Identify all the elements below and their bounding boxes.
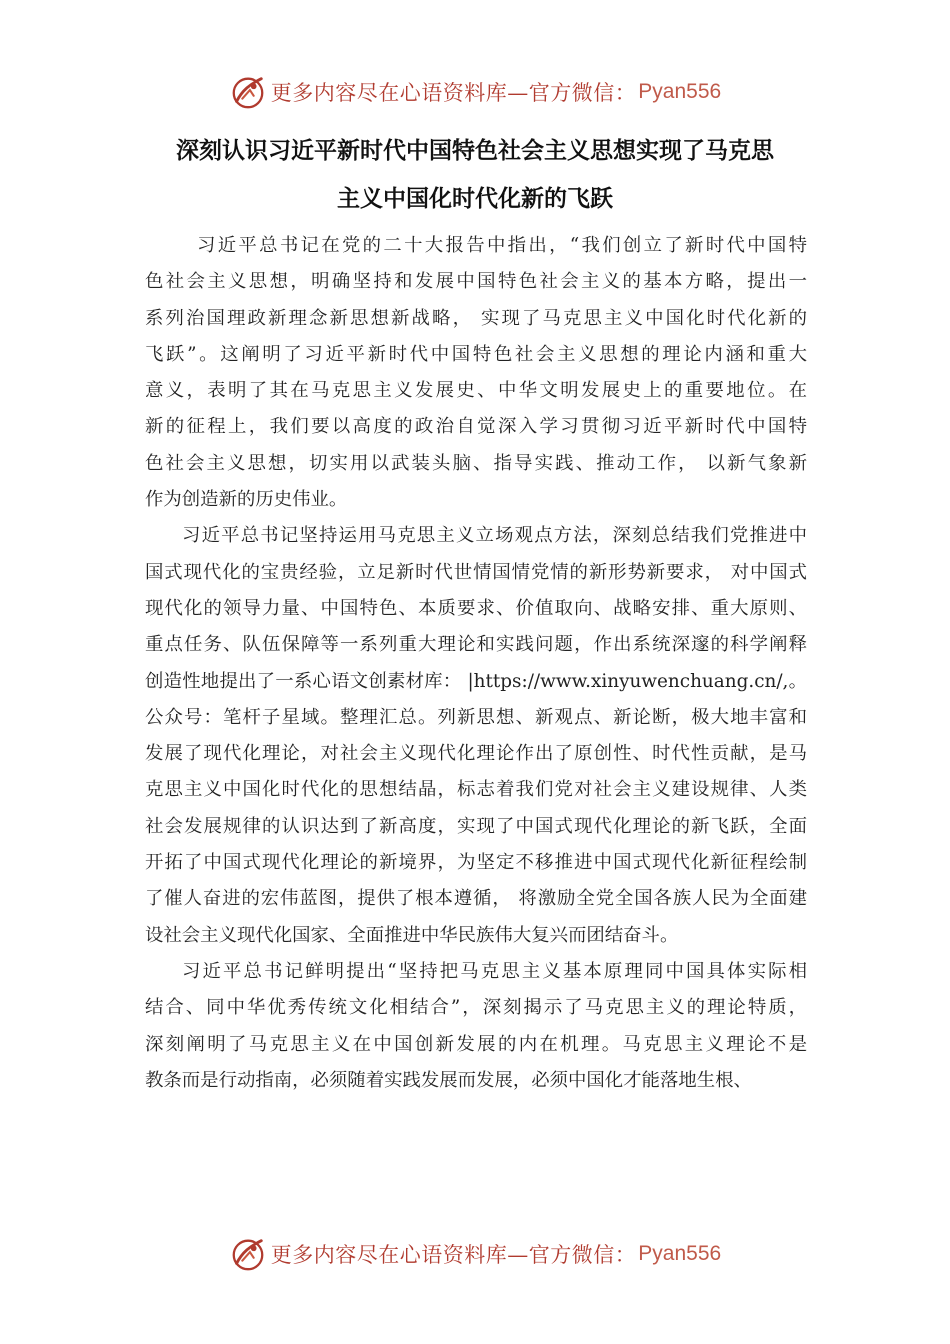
paragraph-line: 了催人奋进的宏伟蓝图，提供了根本遵循， 将激励全党全国各族人民为全面建 [145, 888, 807, 910]
paragraph-line: 习近平总书记在党的二十大报告中指出，“我们创立了新时代中国特 [197, 235, 807, 256]
footer-banner-text: 更多内容尽在心语资料库—官方微信： [270, 1243, 637, 1267]
paragraph-3 [145, 954, 807, 1099]
paragraph-2 [145, 518, 807, 954]
paragraph-line: 创造性地提出了一系心语文创素材库： |https://www.xinyuwenchuang.cn/,。 [145, 670, 807, 692]
footer-banner-wechat-id: Pyan556 [638, 1242, 722, 1265]
paragraph-line: 社会发展规律的认识达到了新高度，实现了中国式现代化理论的新飞跃，全面 [145, 815, 807, 837]
brand-logo-icon [229, 73, 267, 111]
paragraph-line: 意义，表明了其在马克思主义发展史、中华文明发展史上的重要地位。在 [145, 380, 807, 402]
paragraph-line: 重点任务、队伍保障等一系列重大理论和实践问题，作出系统深邃的科学阐释 [145, 634, 807, 656]
paragraph-line: 现代化的领导力量、中国特色、本质要求、价值取向、战略安排、重大原则、 [145, 597, 807, 619]
paragraph-line: 深刻阐明了马克思主义在中国创新发展的内在机理。马克思主义理论不是 [145, 1033, 807, 1055]
paragraph-line: 国式现代化的宝贵经验，立足新时代世情国情党情的新形势新要求， 对中国式 [145, 561, 807, 583]
paragraph-line: 教条而是行动指南，必须随着实践发展而发展，必须中国化才能落地生根、 [145, 1069, 752, 1091]
paragraph-line: 公众号：笔杆子星域。整理汇总。列新思想、新观点、新论断，极大地丰富和 [145, 706, 807, 728]
footer-banner [0, 1232, 950, 1276]
header-banner-wechat-id: Pyan556 [638, 80, 722, 103]
document-title-line-2: 主义中国化时代化新的飞跃 [337, 186, 613, 212]
brand-logo-icon [229, 1235, 267, 1273]
paragraph-line: 习近平总书记坚持运用马克思主义立场观点方法，深刻总结我们党推进中 [182, 525, 807, 547]
document-title-line-1: 深刻认识习近平新时代中国特色社会主义思想实现了马克思 [176, 138, 774, 164]
paragraph-line: 新的征程上，我们要以高度的政治自觉深入学习贯彻习近平新时代中国特 [145, 416, 807, 438]
paragraph-line: 开拓了中国式现代化理论的新境界，为坚定不移推进中国式现代化新征程绘制 [145, 852, 807, 874]
paragraph-line: 设社会主义现代化国家、全面推进中华民族伟大复兴而团结奋斗。 [145, 924, 679, 946]
paragraph-line: 色社会主义思想，切实用以武装头脑、指导实践、推动工作， 以新气象新 [145, 452, 807, 474]
paragraph-line: 克思主义中国化时代化的思想结晶，标志着我们党对社会主义建设规律、人类 [145, 779, 807, 801]
paragraph-line: 习近平总书记鲜明提出“坚持把马克思主义基本原理同中国具体实际相 [182, 960, 807, 982]
paragraph-line: 发展了现代化理论，对社会主义现代化理论作出了原创性、时代性贡献，是马 [145, 743, 807, 765]
paragraph-1 [145, 228, 807, 518]
paragraph-line: 飞跃”。这阐明了习近平新时代中国特色社会主义思想的理论内涵和重大 [145, 343, 807, 365]
paragraph-line: 结合、同中华优秀传统文化相结合”，深刻揭示了马克思主义的理论特质， [145, 997, 807, 1019]
header-banner [0, 70, 950, 114]
paragraph-line: 系列治国理政新理念新思想新战略， 实现了马克思主义中国化时代化新的 [145, 307, 807, 329]
paragraph-line: 作为创造新的历史伟业。 [145, 489, 348, 511]
document-body [145, 228, 807, 1099]
paragraph-line: 色社会主义思想，明确坚持和发展中国特色社会主义的基本方略，提出一 [145, 271, 807, 293]
header-banner-text: 更多内容尽在心语资料库—官方微信： [270, 81, 637, 105]
